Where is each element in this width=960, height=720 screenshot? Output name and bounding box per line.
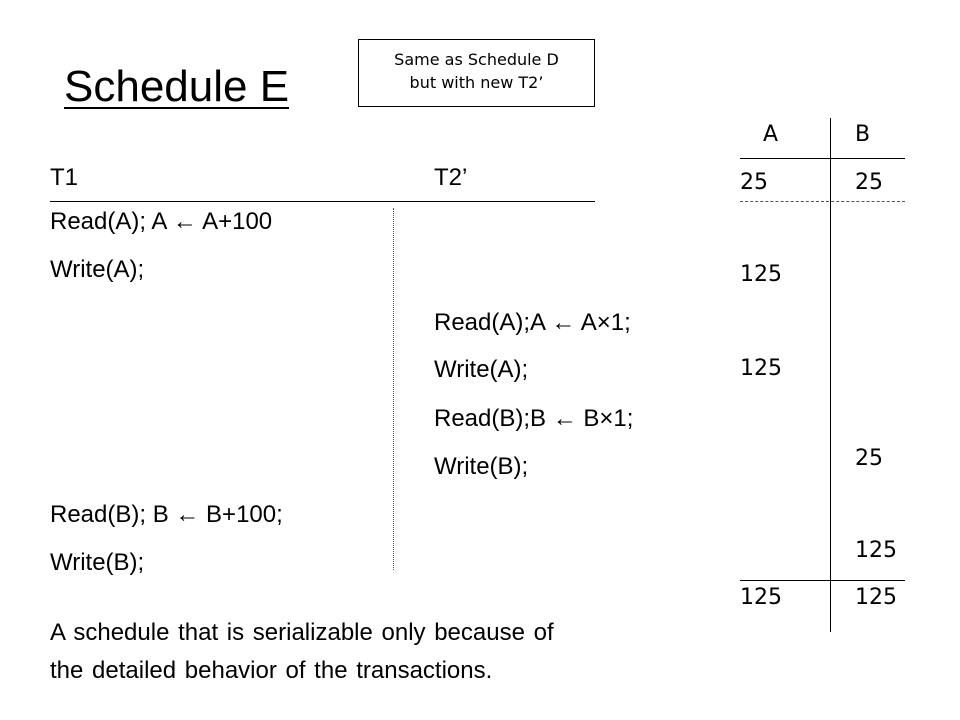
slide-caption	[50, 614, 554, 690]
t2-op-read-a: Read(A);A ← A×1;	[434, 309, 631, 336]
note-line-1: Same as Schedule D	[394, 50, 559, 69]
value-b-after-t1-write: 125	[855, 538, 897, 563]
t1-op-read-b: Read(B); B ← B+100;	[50, 501, 283, 528]
t1-op-read-a: Read(A); A ← A+100	[50, 208, 273, 235]
t2-op-write-a: Write(A);	[434, 356, 529, 383]
value-header-a: A	[763, 122, 779, 147]
slide-title: Schedule E	[64, 62, 290, 111]
value-initial-underline	[740, 201, 905, 202]
note-box	[358, 39, 595, 107]
value-initial-b: 25	[855, 170, 883, 195]
note-line-2: but with new T2’	[409, 73, 544, 92]
value-a-after-t2-write: 125	[740, 356, 782, 381]
header-underline	[50, 201, 595, 202]
t1-op-write-a: Write(A);	[50, 256, 145, 283]
value-b-after-t2-write: 25	[855, 446, 883, 471]
value-a-after-t1-write: 125	[740, 262, 782, 287]
value-final-a: 125	[740, 585, 782, 610]
value-column-divider	[830, 118, 831, 632]
caption-line-2: the detailed behavior of the transactions.	[50, 657, 493, 684]
value-header-underline	[740, 158, 905, 159]
t1-header: T1	[50, 164, 79, 191]
column-divider	[393, 208, 394, 570]
t2-op-read-b: Read(B);B ← B×1;	[434, 405, 634, 432]
value-initial-a: 25	[740, 170, 768, 195]
t2-header: T2’	[434, 164, 468, 191]
value-final-overline	[740, 580, 905, 581]
value-header-b: B	[855, 122, 871, 147]
caption-line-1: A schedule that is serializable only because of	[50, 619, 554, 646]
value-final-b: 125	[855, 585, 897, 610]
t2-op-write-b: Write(B);	[434, 453, 529, 480]
t1-op-write-b: Write(B);	[50, 549, 145, 576]
